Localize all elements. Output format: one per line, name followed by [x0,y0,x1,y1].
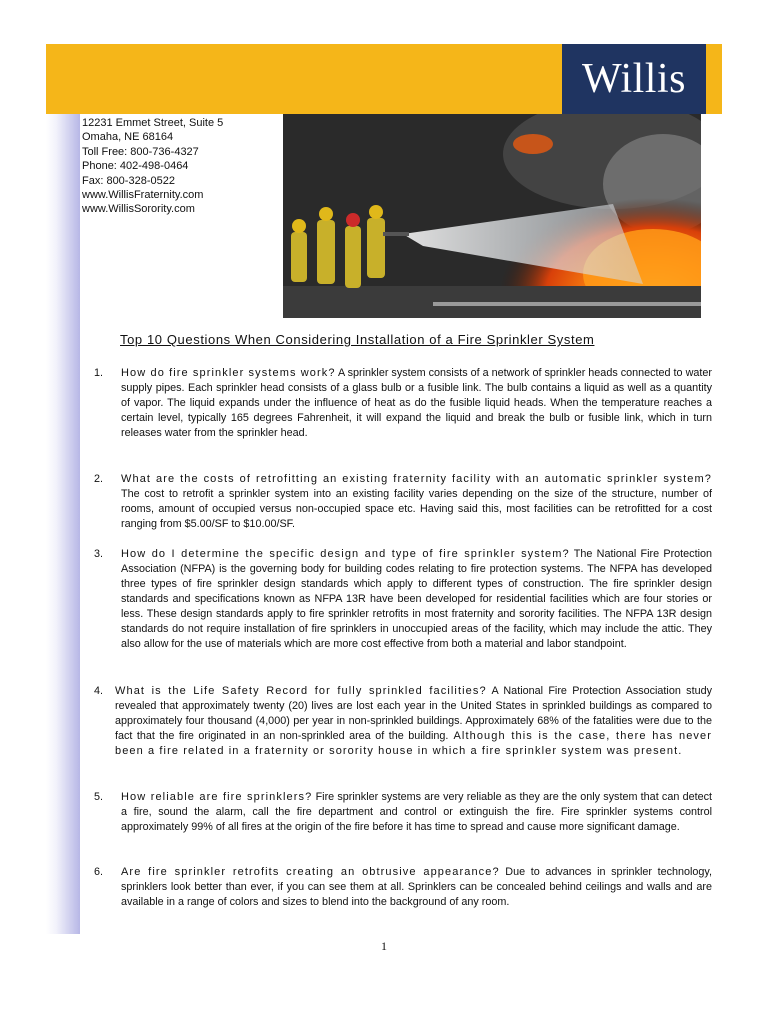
phone-line: Phone: 402-498-0464 [82,160,189,173]
answer-text: A sprinkler system consists of a network of sprinkler heads connected to water supply pipes. Each sprinkler head consists of a glass bulb or a fusible link. The bulb contains a liquid as well as a quantity of vapor. The liquid expands under the influence of heat as do the fusible liquid heads. When the temperature reaches a certain level, typically 165 degrees Fahrenheit, it will expand the liquid and break the bulb or fusible link, which in turn releases water from the sprinkler head. [121,367,712,439]
contact-address-block [82,116,282,217]
item-number: 4. [94,685,104,697]
page-number: 1 [381,939,387,953]
question-text: What are the costs of retrofitting an existing fraternity facility with an automatic sprinkler system? [121,473,712,485]
firefighter [345,226,361,288]
item-number: 1. [94,367,104,379]
answer-text: The cost to retrofit a sprinkler system into an existing facility varies depending on the size of the structure, number of rooms, amount of occupied versus non-occupied space etc. Having said this, most facilities can be retrofitted for a cost ranging from $5.00/SF to $10.00/SF. [121,488,712,530]
toll-free-line: Toll Free: 800-736-4327 [82,145,199,158]
item-number: 2. [94,473,104,485]
firefighter [367,218,385,278]
item-number: 6. [94,866,104,878]
question-item-6 [94,865,712,910]
item-number: 5. [94,791,104,803]
question-item-1 [94,366,712,441]
address-line: Omaha, NE 68164 [82,131,174,144]
firefighters-illustration [283,114,701,318]
flame-tip [513,134,553,154]
willis-logo [562,44,706,114]
emphasis-text: Although this is the case, there has never been a fire related in a fraternity or sorority house in which a fire sprinkler system was present. [115,730,712,757]
hose-nozzle [383,232,409,236]
address-line: 12231 Emmet Street, Suite 5 [82,117,224,129]
side-gradient-bar [46,114,80,934]
pavement-line [433,302,701,306]
firefighter [317,220,335,284]
question-text: What is the Life Safety Record for fully sprinkled facilities? [115,685,487,697]
logo-text: Willis [582,56,686,102]
question-item-4 [94,684,712,759]
answer-text: Fire sprinkler systems are very reliable as they are the only system that can detect a fire, sound the alarm, call the fire department and control or extinguish the fire. Fire sprinkler systems control approximately 99% of all fires at the origin of the fire before it has time to spread and cause more significant damage. [121,791,712,833]
question-text: How do I determine the specific design and type of fire sprinkler system? [121,548,570,560]
firefighters-photo [283,114,701,318]
item-number: 3. [94,548,104,560]
answer-text: The National Fire Protection Association (NFPA) is the governing body for building codes relating to fire protection systems. The NFPA has developed three types of fire sprinkler design standards which apply to different types of construction. The fire sprinkler design standards and specifications known as NFPA 13R have been developed for residential facilities which are four stories or less. These design standards apply to fire sprinkler retrofits in most fraternity and sorority facilities. The NFPA 13R design standards do not require installation of fire sprinklers in unoccupied areas of the facility, which may include the attic. They also allow for the use of materials which are more cost effective from both a material and labor standpoint. [121,548,712,650]
fraternity-website: www.WillisFraternity.com [82,189,204,202]
question-item-5 [94,790,712,835]
document-title: Top 10 Questions When Considering Installation of a Fire Sprinkler System [120,332,595,347]
sorority-website: www.WillisSorority.com [82,203,195,216]
answer-text: A National Fire Protection Association study revealed that approximately twenty (20) lives are lost each year in the United States in sprinkled buildings as compared to approximately four thousand (4,000) per year in non-sprinkled buildings. Approximately 68% of the fatalities were due to the fact that the fire originated in an non-sprinkled area of the building. [115,685,712,742]
firefighter [291,232,307,282]
question-text: Are fire sprinkler retrofits creating an obtrusive appearance? [121,866,500,878]
question-item-2 [94,472,712,532]
answer-text: Due to advances in sprinkler technology, sprinklers look better than ever, if you can see them at all. Sprinklers can be concealed behind ceilings and walls and are available in a range of colors and sizes to blend into the background of any room. [121,866,712,908]
question-text: How reliable are fire sprinklers? [121,791,313,803]
fax-line: Fax: 800-328-0522 [82,174,175,187]
question-item-3 [94,547,712,652]
question-text: How do fire sprinkler systems work? [121,367,336,379]
